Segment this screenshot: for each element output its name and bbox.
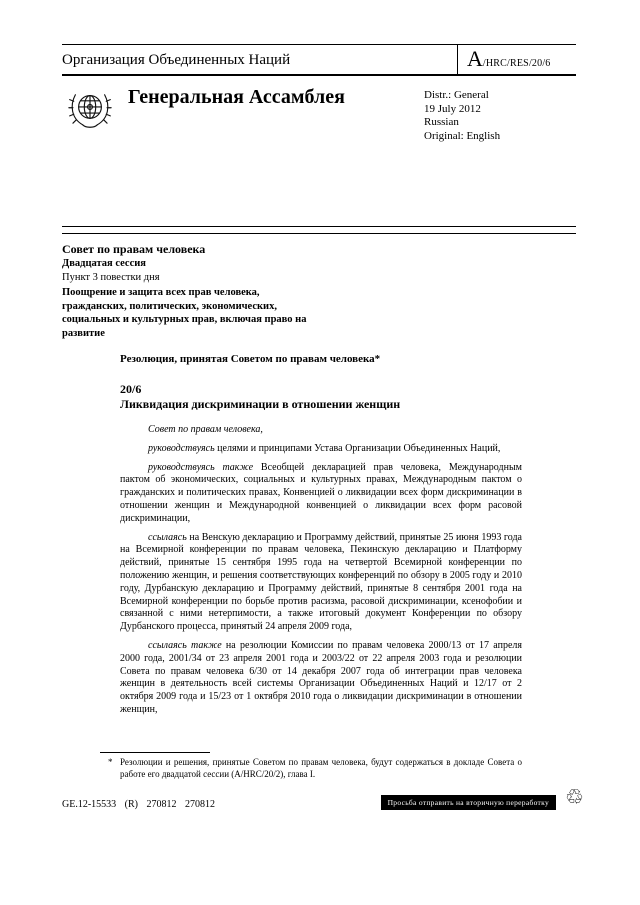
un-emblem-icon xyxy=(64,85,116,142)
footnote-divider xyxy=(100,752,210,753)
distr-original: Original: English xyxy=(424,129,501,142)
distr-line: Distr.: General xyxy=(424,89,489,101)
recycle-notice-badge: Просьба отправить на вторичную переработку xyxy=(381,795,556,810)
page-title: Генеральная Ассамблея xyxy=(128,86,345,108)
distr-date: 19 July 2012 xyxy=(424,102,481,115)
resolution-heading: Резолюция, принятая Советом по правам человека* xyxy=(120,353,381,365)
paragraph-text: на резолюции Комиссии по правам человека 2000/13 от 17 апреля 2000 года, 2001/34 от 23 апреля 2001 года и 2003/22 от 22 апреля 2003 года и резолюции Совета по правам человека 6/30 от 14 декабря 2007 года об интеграции прав человека женщин в деятельность всей системы Организации Объединенных Наций и 12/17 от 2 октября 2009 года и 15/23 от 1 октября 2010 года о ликвидации дискриминации в отношении женщин, xyxy=(120,639,522,715)
masthead-main xyxy=(62,76,576,226)
doc-symbol-rest: /HRC/RES/20/6 xyxy=(482,58,551,69)
footnote xyxy=(108,757,522,780)
distribution-block xyxy=(424,89,500,143)
masthead-divider xyxy=(62,226,576,234)
doc-symbol-box xyxy=(457,45,576,74)
distr-language: Russian xyxy=(424,116,459,128)
org-name: Организация Объединенных Наций xyxy=(62,52,291,68)
paragraph-lead: руководствуясь также xyxy=(148,461,254,473)
paragraph-lead: ссылаясь xyxy=(148,531,187,543)
paragraph xyxy=(120,424,522,437)
recycle-icon: ♲ xyxy=(565,785,584,809)
paragraph-lead: Совет по правам человека, xyxy=(148,424,263,435)
paragraph-text: на Венскую декларацию и Программу действий, принятые 25 июня 1993 года на Всемирной конференции по правам человека, Пекинскую декларацию и Платформу действий, принятые 15 сентября 1995 года на четвертой Всемирной конференции по положению женщин, и решения соответствующих конференций по обзору в 2005 году и 2010 году, Дурбанскую декларацию и Программу действий, принятые 8 сентября 2001 года на Всемирной конференции по борьбе против расизма, расовой дискриминации, ксенофобии и связанной с ними нетерпимости, а также итоговый документ Конференции по обзору Дурбанского процесса, принятый 24 апреля 2009 года, xyxy=(120,531,522,633)
resolution-number: 20/6 xyxy=(120,382,142,396)
footnote-text: Резолюции и решения, принятые Советом по правам человека, будут содержаться в докладе Совета о работе его двадцатой сессии (A/HRC/20/2), глава I. xyxy=(120,757,522,779)
paragraph-text: целями и принципами Устава Организации Объединенных Наций, xyxy=(214,442,501,454)
resolution-title: Ликвидация дискриминации в отношении женщин xyxy=(120,397,401,411)
footnote-marker: * xyxy=(108,757,113,767)
agenda-item: Пункт 3 повестки дня xyxy=(62,271,160,283)
paragraph xyxy=(120,443,522,456)
paragraph xyxy=(120,640,522,717)
resolution-id-block xyxy=(120,382,576,412)
masthead xyxy=(62,44,576,76)
ge-document-number: GE.12-15533 (R) 270812 270812 xyxy=(62,799,215,810)
paragraph-text: Всеобщей декларацией прав человека, Международным пактом об экономических, социальных и культурных правах, Международным пактом о гражданских и политических правах, Конвенцией о ликвидации всех форм дискриминации в отношении женщин и Международной конвенцией о ликвидации всех форм расовой дискриминации, xyxy=(120,461,522,524)
session-block xyxy=(62,242,576,340)
doc-symbol-letter: A xyxy=(467,46,483,71)
session-number: Двадцатая сессия xyxy=(62,258,146,269)
agenda-title: Поощрение и защита всех прав человека, гражданских, политических, экономических, социальных и культурных прав, включая право на развитие xyxy=(62,287,307,339)
paragraph-lead: ссылаясь также xyxy=(148,639,222,651)
paragraph-lead: руководствуясь xyxy=(148,442,215,454)
resolution-body xyxy=(120,424,522,717)
paragraph xyxy=(120,532,522,634)
council-name: Совет по правам человека xyxy=(62,242,206,256)
footnote-block xyxy=(62,752,522,780)
paragraph xyxy=(120,462,522,526)
